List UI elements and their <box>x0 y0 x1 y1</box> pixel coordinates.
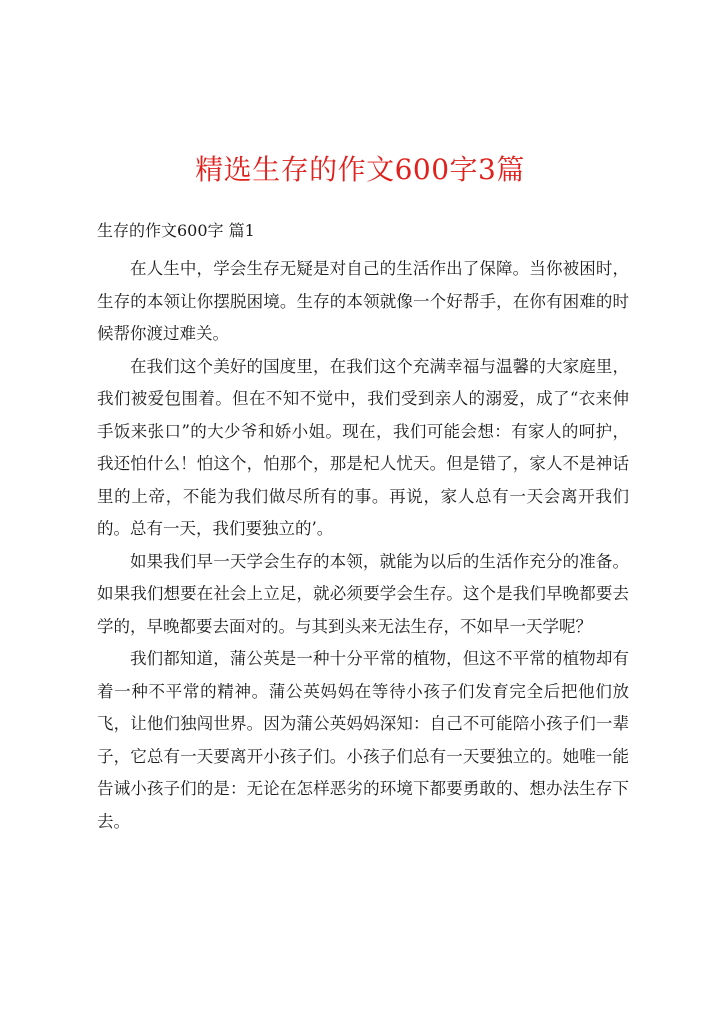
paragraph-4: 我们都知道，蒲公英是一种十分平常的植物，但这不平常的植物却有着一种不平常的精神。蒲公英妈妈在等待小孩子们发育完全后把他们放飞，让他们独闯世界。因为蒲公英妈妈深知：自己不可能陪小孩子们一辈子，它总有一天要离开小孩子们。小孩子们总有一天要独立的。她唯一能告诫小孩子们的是：无论在怎样恶劣的环境下都要勇敢的、想办法生存下去。 <box>97 649 629 831</box>
document-body <box>97 253 629 838</box>
paragraph-2: 在我们这个美好的国度里，在我们这个充满幸福与温馨的大家庭里，我们被爱包围着。但在不知不觉中，我们受到亲人的溺爱，成了“衣来伸手饭来张口”的大少爷和娇小姐。现在，我们可能会想：有家人的呵护，我还怕什么！怕这个，怕那个，那是杞人忧天。但是错了，家人不是神话里的上帝，不能为我们做尽所有的事。再说，家人总有一天会离开我们的。总有一天，我们要独立的’。 <box>97 356 629 538</box>
paragraph-1: 在人生中，学会生存无疑是对自己的生活作出了保障。当你被困时，生存的本领让你摆脱困境。生存的本领就像一个好帮手，在你有困难的时候帮你渡过难关。 <box>97 259 629 343</box>
paragraph-3: 如果我们早一天学会生存的本领，就能为以后的生活作充分的准备。如果我们想要在社会上立足，就必须要学会生存。这个是我们早晚都要去学的，早晚都要去面对的。与其到头来无法生存，不如早一天学呢？ <box>97 551 629 636</box>
document-title: 精选生存的作文600字3篇 <box>195 153 525 186</box>
section-heading: 生存的作文600字 篇1 <box>97 221 255 240</box>
